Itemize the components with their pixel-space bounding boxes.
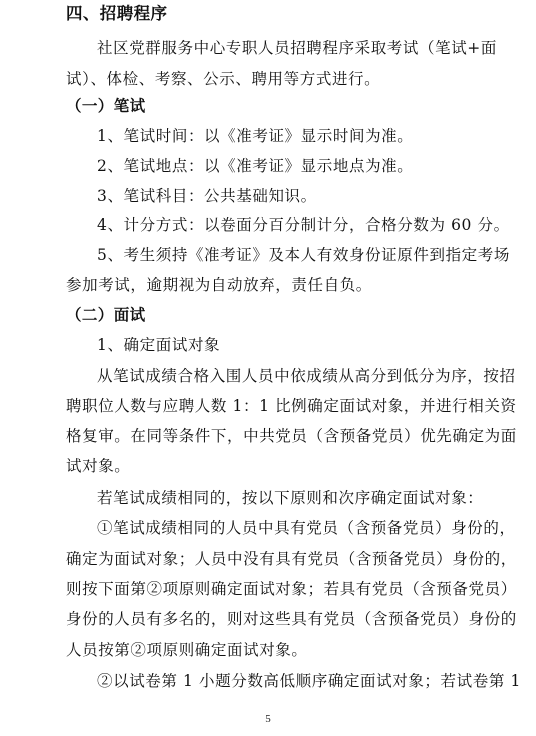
section-heading-recruitment-procedure: 四、招聘程序 [66,4,168,23]
list-item: 2、笔试地点：以《准考证》显示地点为准。 [97,157,414,175]
list-item: 5、考生须持《准考证》及本人有效身份证原件到指定考场 [97,246,510,264]
paragraph-line: 聘职位人数与应聘人数 1：1 比例确定面试对象，并进行相关资 [66,397,517,415]
paragraph-line: 确定为面试对象；人员中没有具有党员（含预备党员）身份的， [66,550,517,568]
list-item: 1、确定面试对象 [97,336,221,354]
paragraph-line: 试对象。 [66,457,131,475]
subsection-heading-interview: （二）面试 [66,306,146,324]
paragraph-line: 若笔试成绩相同的，按以下原则和次序确定面试对象： [97,489,484,507]
paragraph-line: 社区党群服务中心专职人员招聘程序采取考试（笔试+面 [97,39,497,57]
paragraph-line: 身份的人员有多名的，则对这些具有党员（含预备党员）身份的 [66,610,517,628]
page-number: 5 [265,713,271,725]
paragraph-line: 从笔试成绩合格入围人员中依成绩从高分到低分为序，按招 [97,367,516,385]
paragraph-line: 则按下面第②项原则确定面试对象；若具有党员（含预备党员） [66,580,517,598]
paragraph-line: 参加考试，逾期视为自动放弃，责任自负。 [66,276,372,294]
list-item: 3、笔试科目：公共基础知识。 [97,187,317,205]
subsection-heading-written-exam: （一）笔试 [66,97,146,115]
list-item: 4、计分方式：以卷面分百分制计分，合格分数为 60 分。 [97,216,510,234]
list-item: 1、笔试时间：以《准考证》显示时间为准。 [97,127,414,145]
paragraph-line: 人员按第②项原则确定面试对象。 [66,641,308,659]
paragraph-line: ①笔试成绩相同的人员中具有党员（含预备党员）身份的， [97,519,516,537]
paragraph-line: 试）、体检、考察、公示、聘用等方式进行。 [66,70,381,88]
paragraph-line: 格复审。在同等条件下，中共党员（含预备党员）优先确定为面 [66,427,517,445]
paragraph-line: ②以试卷第 1 小题分数高低顺序确定面试对象；若试卷第 1 [97,672,521,690]
